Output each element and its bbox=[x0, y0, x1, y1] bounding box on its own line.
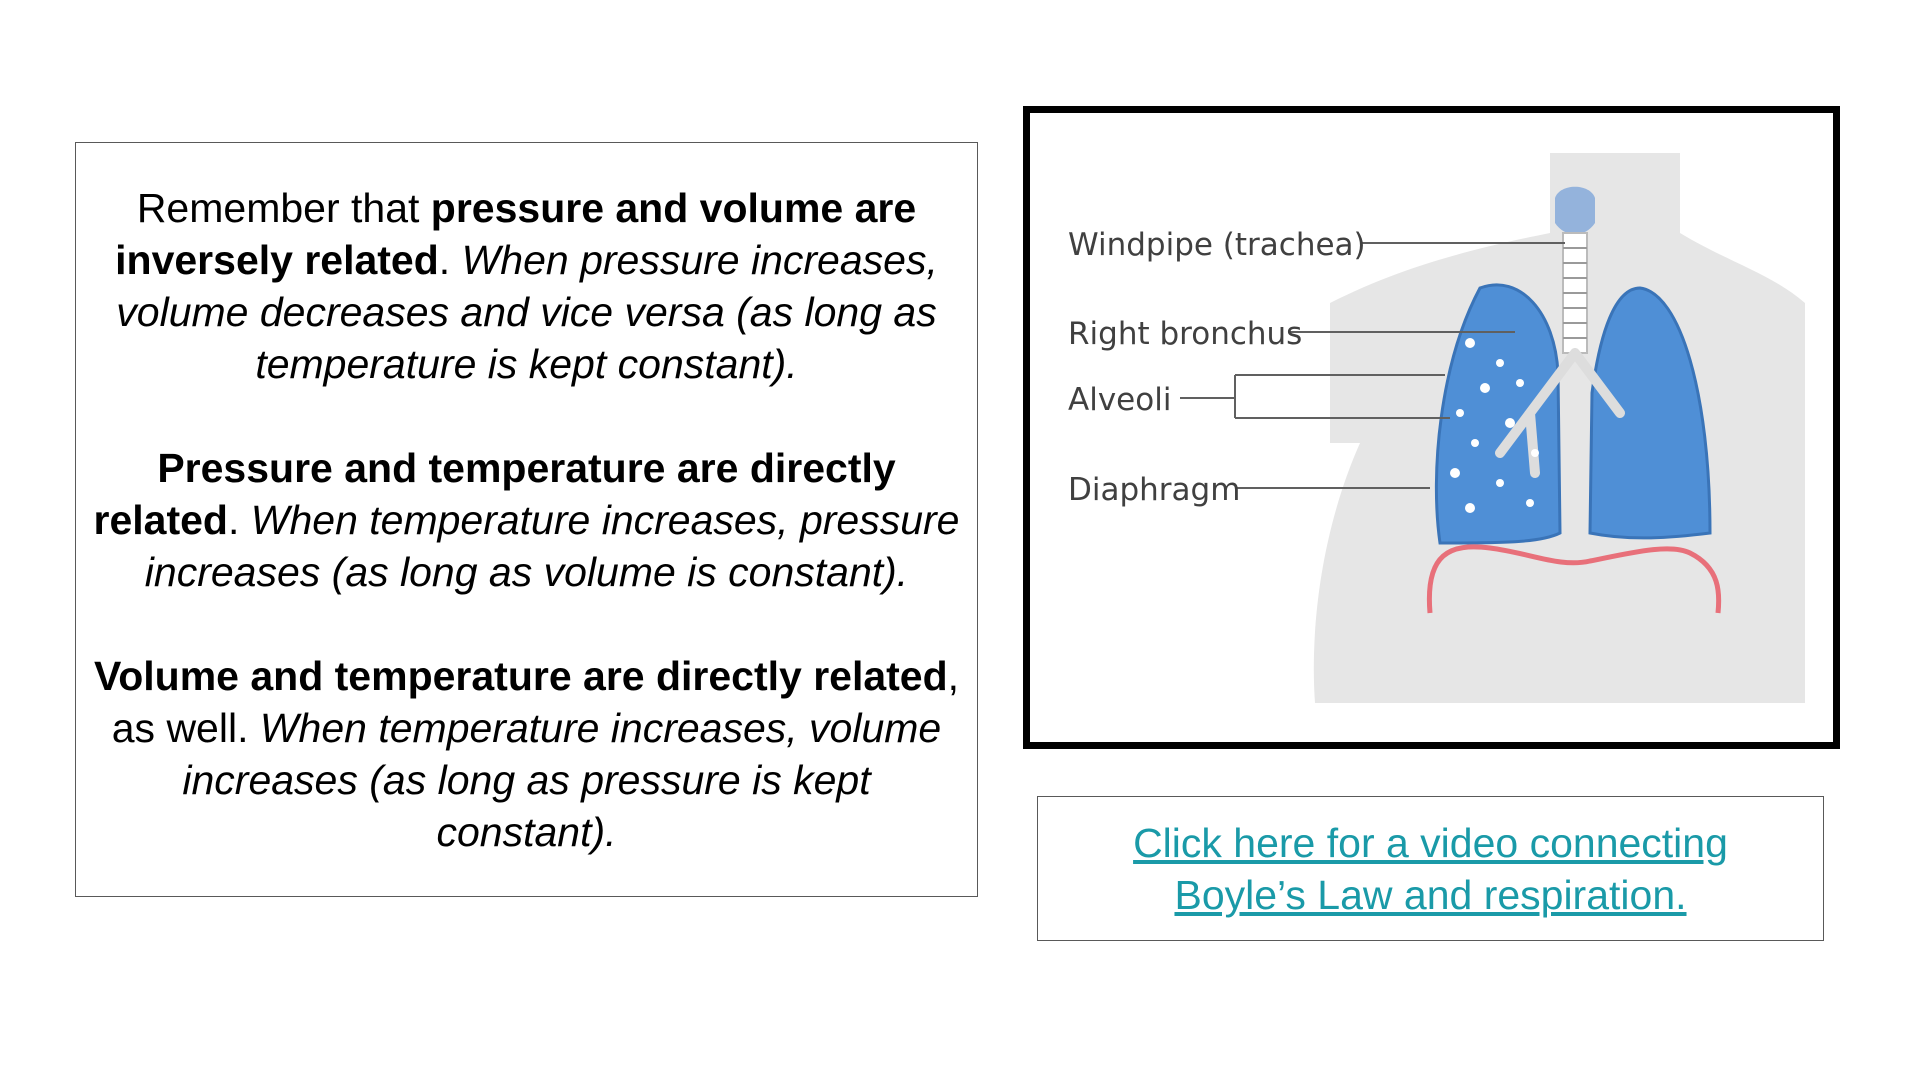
larynx-shape bbox=[1555, 187, 1595, 235]
label-alveoli: Alveoli bbox=[1068, 382, 1172, 418]
video-link-box bbox=[1037, 796, 1824, 941]
italic-text: When pressure increases, volume decreases and vice versa (as long as temperature is kept constant). bbox=[116, 236, 938, 387]
paragraph-pressure-temperature bbox=[90, 442, 963, 598]
italic-text: When temperature increases, volume increases (as long as pressure is kept constant). bbox=[182, 704, 942, 855]
plain-text: Remember that bbox=[136, 184, 431, 231]
trachea bbox=[1563, 233, 1587, 353]
lung-diagram-svg bbox=[1030, 113, 1833, 742]
paragraph-volume-temperature bbox=[90, 650, 963, 858]
bold-text: pressure and volume are inversely related bbox=[115, 184, 917, 283]
plain-text: . bbox=[227, 496, 251, 543]
bold-text: Volume and temperature are directly related bbox=[93, 652, 948, 699]
video-link[interactable] bbox=[1133, 817, 1728, 921]
label-diaphragm: Diaphragm bbox=[1068, 472, 1241, 508]
bold-text: Pressure and temperature are directly related bbox=[93, 444, 896, 543]
lung-diagram bbox=[1023, 106, 1840, 749]
plain-text: , as well. bbox=[111, 652, 960, 751]
video-link-line1: Click here for a video connecting bbox=[1133, 819, 1728, 866]
italic-text: When temperature increases, pressure increases (as long as volume is constant). bbox=[144, 496, 960, 595]
label-right-bronchus: Right bronchus bbox=[1068, 316, 1303, 352]
plain-text: . bbox=[438, 236, 462, 283]
paragraph-pressure-volume bbox=[90, 182, 963, 390]
text-box bbox=[75, 142, 978, 897]
label-windpipe: Windpipe (trachea) bbox=[1068, 227, 1366, 263]
video-link-line2: Boyle’s Law and respiration. bbox=[1174, 871, 1687, 918]
